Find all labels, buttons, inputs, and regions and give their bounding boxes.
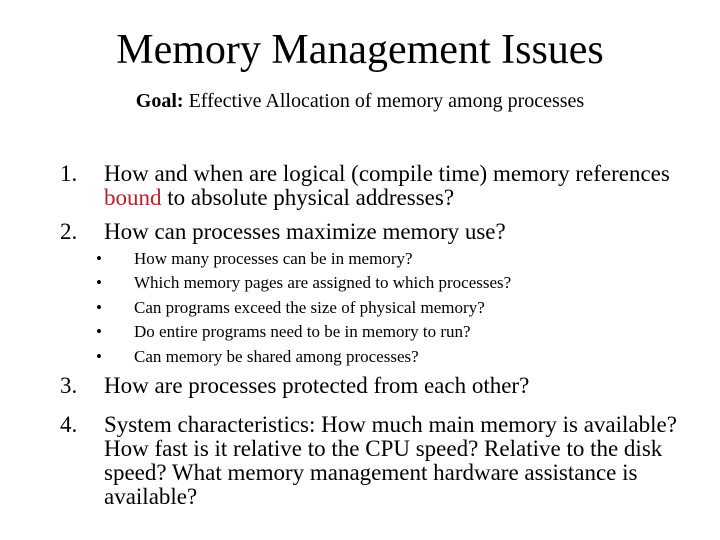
- bullet-text: Which memory pages are assigned to which processes?: [134, 273, 512, 293]
- sub-question-list: [96, 247, 656, 369]
- issue-number: 3.: [60, 373, 78, 398]
- issue-number: 4.: [60, 412, 78, 437]
- list-item: [96, 271, 656, 295]
- issue-text-before: How and when are logical (compile time) memory references: [104, 161, 670, 186]
- issue-number: 2.: [60, 219, 78, 244]
- goal-line: [0, 88, 720, 114]
- bullet-text: Can programs exceed the size of physical memory?: [134, 297, 485, 317]
- slide-title: Memory Management Issues: [116, 27, 604, 73]
- issue-text-after: to absolute physical addresses?: [161, 185, 455, 210]
- list-item: [96, 247, 656, 271]
- bullet-text: How many processes can be in memory?: [134, 249, 413, 268]
- bullet-marker: •: [96, 297, 102, 317]
- bullet-marker: •: [96, 273, 102, 293]
- issue-text: How are processes protected from each other?: [104, 373, 530, 398]
- issue-text: [104, 162, 694, 210]
- issue-number: 1.: [60, 161, 78, 186]
- bullet-text: Do entire programs need to be in memory to run?: [134, 322, 471, 342]
- issue-text: System characteristics: How much main memory is available? How fast is it relative to the CPU speed? Relative to the disk speed? What memory management hardware assistance is available?: [104, 412, 677, 509]
- goal-label: Goal:: [135, 90, 184, 112]
- bullet-marker: •: [96, 249, 102, 268]
- goal-text: Effective Allocation of memory among processes: [183, 90, 585, 112]
- bullet-marker: •: [96, 346, 102, 366]
- list-item: [96, 320, 656, 344]
- list-item: [96, 345, 656, 369]
- list-item: [96, 296, 656, 320]
- highlight-word: bound: [104, 185, 162, 210]
- issue-text: How can processes maximize memory use?: [104, 219, 506, 244]
- bullet-marker: •: [96, 322, 102, 342]
- bullet-text: Can memory be shared among processes?: [134, 346, 419, 366]
